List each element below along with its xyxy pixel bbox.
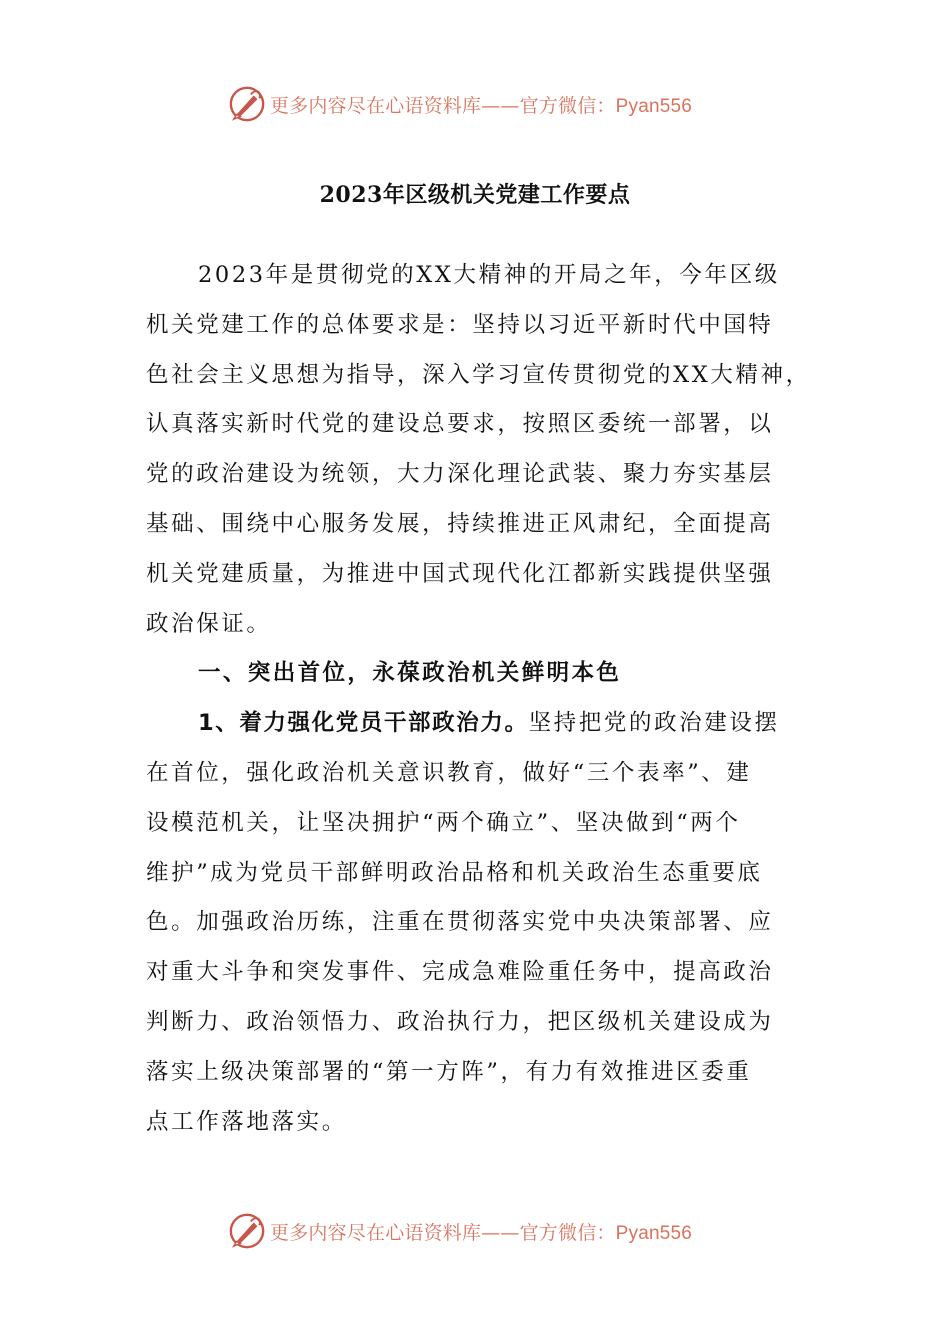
banner-brand: 更多内容尽在心语资料库: [270, 94, 482, 117]
document-title: 2023年区级机关党建工作要点: [319, 182, 631, 208]
intro-line: 政治保证。: [146, 610, 272, 637]
item1-first-line: [146, 699, 816, 749]
item1-line: 设模范机关，让坚决拥护“两个确立”、坚决做到“两个: [146, 809, 741, 836]
item1-bold-lead: 1、着力强化党员干部政治力。: [198, 710, 529, 737]
banner-wechat-label: 官方微信：: [519, 94, 616, 117]
footer-banner: [228, 1211, 748, 1251]
banner-separator: ——: [481, 94, 520, 117]
item1-first-rest: 坚持把党的政治建设摆: [528, 710, 780, 737]
banner-text: [270, 1218, 692, 1245]
header-banner: [228, 84, 748, 124]
section-heading: 一、突出首位，永葆政治机关鲜明本色: [198, 660, 622, 687]
item1-line: 维护”成为党员干部鲜明政治品格和机关政治生态重要底: [146, 859, 763, 886]
banner-wechat-id: Pyan556: [615, 1222, 693, 1244]
item1-line: 判断力、政治领悟力、政治执行力，把区级机关建设成为: [146, 1008, 774, 1035]
intro-line: 党的政治建设为统领，大力深化理论武装、聚力夯实基层: [146, 461, 774, 488]
intro-line: 色社会主义思想为指导，深入学习宣传贯彻党的XX大精神，: [146, 361, 811, 388]
item1-line: 对重大斗争和突发事件、完成急难险重任务中，提高政治: [146, 959, 774, 986]
banner-wechat-id: Pyan556: [615, 95, 693, 117]
banner-brand: 更多内容尽在心语资料库: [270, 1221, 482, 1244]
document-body: [146, 251, 816, 1147]
banner-separator: ——: [481, 1221, 520, 1244]
item1-line: 点工作落地落实。: [146, 1108, 347, 1135]
pen-logo-icon: [228, 1212, 266, 1250]
banner-wechat-label: 官方微信：: [519, 1221, 616, 1244]
item1-line: 在首位，强化政治机关意识教育，做好“三个表率”、建: [146, 759, 752, 786]
intro-line: 基础、围绕中心服务发展，持续推进正风肃纪，全面提高: [146, 510, 774, 537]
intro-line: 机关党建质量，为推进中国式现代化江都新实践提供坚强: [146, 560, 774, 587]
intro-line: 认真落实新时代党的建设总要求，按照区委统一部署，以: [146, 411, 774, 438]
banner-text: [270, 91, 692, 118]
pen-logo-icon: [228, 85, 266, 123]
item1-line: 落实上级决策部署的“第一方阵”，有力有效推进区委重: [146, 1058, 752, 1085]
intro-line: 机关党建工作的总体要求是：坚持以习近平新时代中国特: [146, 311, 774, 338]
intro-line: 2023年是贯彻党的XX大精神的开局之年，今年区级: [198, 262, 780, 288]
item1-line: 色。加强政治历练，注重在贯彻落实党中央决策部署、应: [146, 909, 774, 936]
